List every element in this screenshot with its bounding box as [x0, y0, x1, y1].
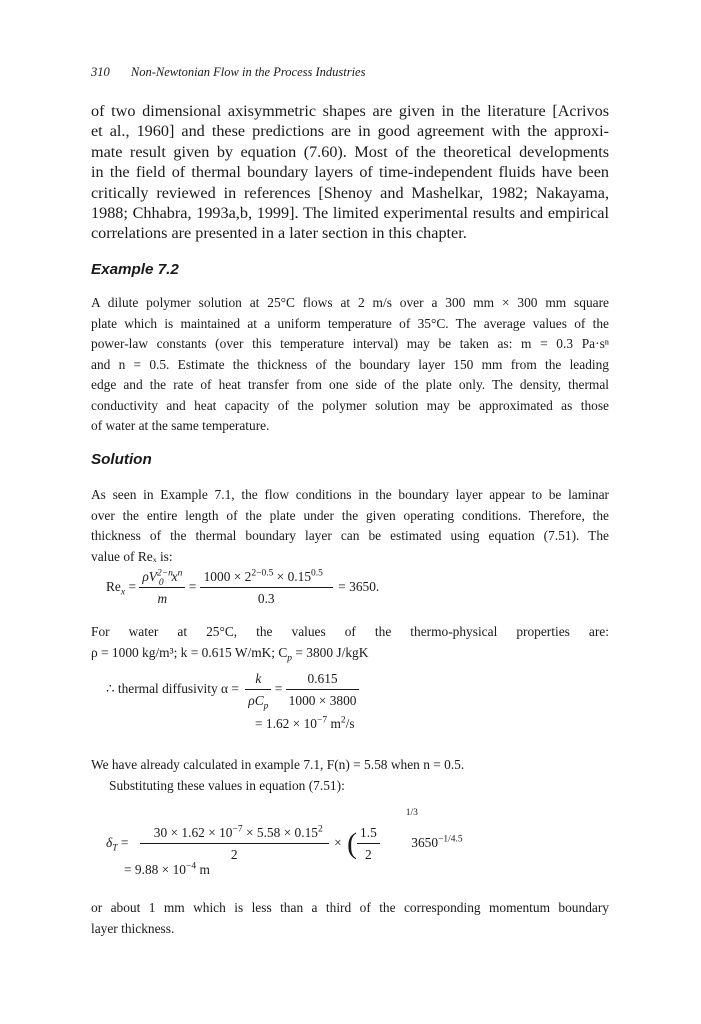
equation-reynolds: $Re_x$ = $\frac{\rho V^{2-n}_0 x^n}{m}$ = $\frac{1000 \times 2^{2-0.5} \times 0.15^{0.5}}{0.3}$ = 3650. — [106, 568, 380, 606]
text-line: correlations are presented in a later section in this chapter. — [91, 224, 467, 243]
text-line: As seen in Example 7.1, the flow conditions in the boundary layer appear to be laminar — [91, 487, 609, 502]
text-line: of water at the same temperature. — [91, 418, 270, 433]
page-number: 310 — [91, 65, 110, 79]
text-line: conductivity and heat capacity of the polymer solution may be approximated as those — [91, 397, 609, 413]
text-line: et al., 1960] and these predictions are in good agreement with the approxi- — [91, 122, 609, 141]
eq2-lhs: ∴ thermal diffusivity α = — [106, 681, 239, 697]
text-line: thickness of the thermal boundary layer can be estimated using equation (7.51). The — [91, 528, 609, 543]
eq1-result: = 3650. — [338, 579, 380, 595]
eq3-paren-fraction: $\frac{1.5}{2}$ — [357, 825, 380, 863]
text-line: Substituting these values in equation (7.51): — [109, 777, 345, 793]
text-line: mate result given by equation (7.60). Most of the theoretical developments — [91, 142, 609, 161]
text-line: over the entire length of the plate under the given operating conditions. Therefore, the — [91, 507, 609, 523]
eq1-lhs: $Re_x$ — [106, 579, 126, 598]
eq3-exponent: 1/3 — [405, 808, 418, 818]
text-line: and n = 0.5. Estimate the thickness of the boundary layer 150 mm from the leading — [91, 356, 609, 372]
example-heading: Example 7.2 — [91, 261, 179, 278]
text-line: layer thickness. — [91, 920, 175, 936]
eq3-left-paren: ( — [347, 826, 358, 860]
solution-paragraph-1 — [91, 485, 609, 567]
equation-boundary-thickness: $\delta_T$ = $\frac{30 \times 1.62 \times 10^{-7} \times 5.58 \times 0.15^2}{2}$ × ( $\frac{1.5}{2}$ $^{1/3}$ $3650^{-1/4.5}$ — [106, 808, 463, 862]
running-header — [91, 65, 365, 80]
eq2-result: = $1.62 \times 10^{-7}$ $m^2/s$ — [255, 715, 355, 731]
solution-heading: Solution — [91, 451, 152, 468]
text-line: power-law constants (over this temperature interval) may be taken as: m = 0.3 Pa·sⁿ — [91, 336, 609, 351]
substitution-paragraph — [91, 755, 651, 796]
text-line: plate which is maintained at a uniform temperature of 35°C. The average values of the — [91, 315, 609, 331]
text-line: ρ = 1000 kg/m³; k = 0.615 W/mK; $C_p = 3800$ J/kgK — [91, 644, 369, 664]
text-line: We have already calculated in example 7.1, F(n) = 5.58 when n = 0.5. — [91, 757, 465, 772]
eq2-fraction-numeric: $\frac{0.615}{1000 \times 3800}$ — [286, 671, 360, 709]
eq3-lhs: $\delta_T$ — [106, 835, 118, 854]
text-line: edge and the rate of heat transfer from one side of the plate only. The density, thermal — [91, 377, 609, 392]
text-line: of two dimensional axisymmetric shapes are given in the literature [Acrivos — [91, 102, 609, 120]
intro-paragraph — [91, 101, 609, 244]
equation-thermal-diffusivity: ∴ thermal diffusivity α = $\frac{k}{\rho C_p}$ = $\frac{0.615}{1000 \times 3800}$ — [106, 671, 359, 709]
text-line: in the field of thermal boundary layers of time-independent fluids have been — [91, 163, 609, 182]
eq1-fraction-symbolic: $\frac{\rho V^{2-n}_0 x^n}{m}$ — [139, 569, 185, 607]
example-paragraph — [91, 293, 609, 437]
text-line: or about 1 mm which is less than a third of the corresponding momentum boundary — [91, 900, 609, 915]
running-title: Non-Newtonian Flow in the Process Industries — [130, 65, 366, 79]
eq3-tail: $3650^{-1/4.5}$ — [411, 834, 463, 850]
properties-paragraph — [91, 622, 609, 663]
eq2-fraction-symbolic: $\frac{k}{\rho C_p}$ — [245, 671, 271, 709]
eq3-result: = $9.88 \times 10^{-4}$ m — [124, 861, 210, 877]
text-line: value of Reₓ is: — [91, 548, 173, 564]
text-line: 1988; Chhabra, 1993a,b, 1999]. The limited experimental results and empirical — [91, 204, 609, 223]
text-line: For water at 25°C, the values of the thermo-physical properties are: — [91, 624, 609, 639]
closing-paragraph — [91, 898, 609, 939]
eq3-fraction: $\frac{30 \times 1.62 \times 10^{-7} \times 5.58 \times 0.15^2}{2}$ — [140, 825, 329, 863]
text-line: critically reviewed in references [Shenoy and Mashelkar, 1982; Nakayama, — [91, 183, 609, 202]
text-line: A dilute polymer solution at 25°C flows at 2 m/s over a 300 mm × 300 mm square — [91, 295, 609, 310]
eq1-fraction-numeric: $\frac{1000 \times 2^{2-0.5} \times 0.15^{0.5}}{0.3}$ — [200, 569, 333, 607]
